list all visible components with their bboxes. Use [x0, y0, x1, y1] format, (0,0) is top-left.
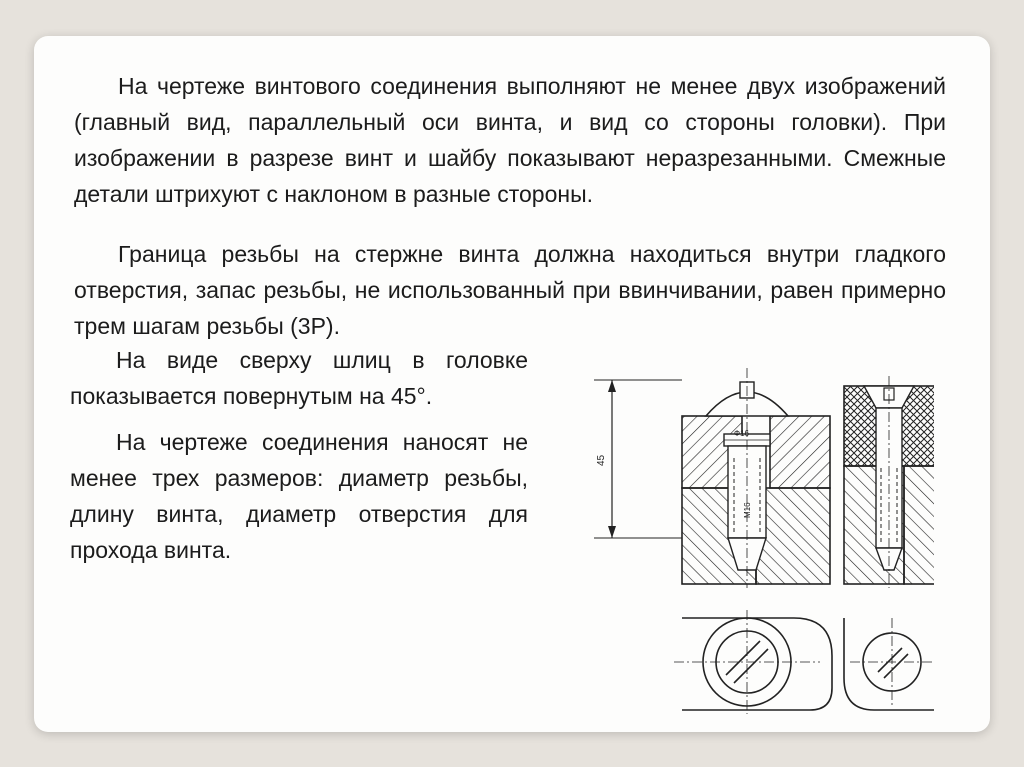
- thread-dimension-label: М16: [743, 502, 752, 518]
- right-section-view: [844, 376, 934, 588]
- paragraph-screw-joint-views: На чертеже винтового соединения выполняют не менее двух изображений (главный вид, параллельный оси винта, и вид со стороны головки). При изображении в разрезе винт и шайбу показывают неразрезанными. Смежные детали штрихуют с наклоном в разные стороны.: [74, 73, 946, 207]
- screw-joint-drawing: [574, 348, 934, 718]
- paragraph-dimensions-required: На чертеже соединения наносят не менее трех размеров: диаметр резьбы, длину винта, диаметр отверстия для прохода винта.: [70, 429, 528, 563]
- length-dimension-label: 45: [596, 454, 607, 466]
- hole-dimension-label: Ф16: [734, 429, 749, 438]
- right-top-view: [844, 618, 934, 710]
- left-top-view: [674, 610, 832, 714]
- left-section-view: [594, 368, 830, 588]
- slide: [34, 36, 990, 732]
- paragraph-slot-rotation: На виде сверху шлиц в головке показывается повернутым на 45°.: [70, 347, 528, 409]
- paragraph-thread-boundary: Граница резьбы на стержне винта должна находиться внутри гладкого отверстия, запас резьбы, не использованный при ввинчивании, равен примерно трем шагам резьбы (3Р).: [74, 241, 946, 339]
